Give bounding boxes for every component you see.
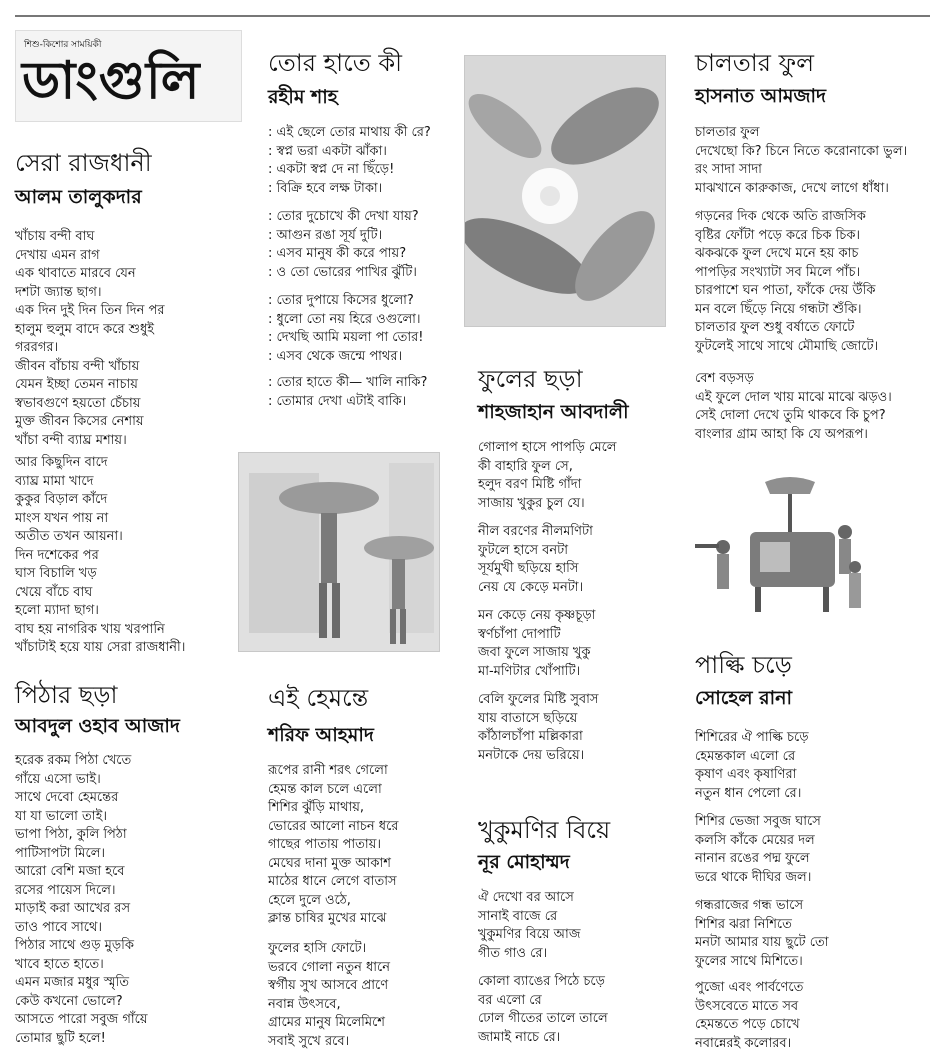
poem-line: মন বলে ছিঁড়ে নিয়ে গন্ধটা শুঁকি। — [695, 301, 862, 317]
poem-line: দশটা জ্যান্ত ছাগ। — [15, 284, 102, 300]
poem-stanza — [268, 292, 423, 366]
poem-line: ভরে থাকে দীঘির জল। — [695, 869, 812, 885]
poem-line: দেখেছো কি? চিনে নিতে করোনাকো ভুল। — [695, 143, 908, 159]
poem-line: মা-মণিটার খোঁপাটি। — [478, 663, 581, 679]
poem-line: কী বাহারি ফুল সে, — [478, 458, 573, 474]
poem-line: : ও তো ভোরের পাখির ঝুঁটি। — [268, 264, 417, 280]
masthead-tagline: শিশু-কিশোর সাময়িকী — [24, 40, 102, 50]
poem-line: মেঘের দানা মুক্ত আকাশ — [268, 855, 391, 871]
poem-line: জবা ফুলে সাজায় খুকু — [478, 645, 591, 660]
poem-line: ফুটলেই সাথে সাথে মৌমাছি জোটে। — [695, 338, 879, 354]
poem-line: হলো ম্যাদা ছাগ। — [15, 603, 99, 618]
poem-stanza — [478, 523, 593, 597]
poem-line: মাংস যখন পায় না — [15, 510, 109, 526]
poem-line: আর কিছুদিন বাদে — [15, 455, 108, 470]
poem-line: সূর্যমুখী ছড়িয়ে হাসি — [478, 561, 579, 576]
poem-title-tor: তোর হাতে কী — [268, 49, 403, 77]
poem-line: ঝকঝকে ফুল দেখে মনে হয় কাচ — [695, 246, 859, 261]
poem-line: মনটা আমার যায় ছুটে তো — [695, 935, 829, 950]
poem-line: মনটাকে দেয় ভরিয়ে। — [478, 747, 585, 763]
poem-line: বেলি ফুলের মিষ্টি সুবাস — [478, 692, 599, 707]
poem-line: যা যা ভালো তাই। — [15, 808, 107, 824]
poem-title-pitha: পিঠার ছড়া — [15, 681, 118, 709]
poem-line: কাঁঠালচাঁপা মল্লিকারা — [478, 729, 583, 744]
poem-stanza — [268, 762, 398, 929]
poem-line: কৃষাণ এবং কৃষাণিরা — [695, 767, 797, 782]
poem-line: খাবে হাতে হাতে। — [15, 956, 104, 972]
poem-line: সেই দোলা দেখে তুমি থাকবে কি চুপ? — [695, 408, 886, 423]
illustration-flower-photo — [464, 55, 666, 327]
poem-line: ব্যাঘ্র মামা খাদে — [15, 473, 94, 489]
poem-title-palki: পাল্কি চড়ে — [695, 651, 792, 679]
poem-line: নবান্নেরই কলোরব। — [695, 1035, 792, 1051]
poem-stanza — [695, 124, 907, 198]
poem-stanza — [695, 897, 829, 971]
poem-stanza — [15, 752, 148, 1048]
poem-line: নানান রঙের পদ্ম ফুলে — [695, 851, 810, 866]
masthead-title: ডাংগুলি — [22, 51, 201, 111]
poem-line: চালতার ফুল — [695, 125, 760, 140]
poem-line: পুজো এবং পার্বণেতে — [695, 980, 804, 995]
poem-line: ভাপা পিঠা, কুলি পিঠা — [15, 827, 127, 842]
poem-line: সবাই সুখে রবে। — [268, 1033, 350, 1049]
poem-line: শিশির ঝুঁড়ি মাথায়, — [268, 800, 365, 815]
poem-line: হেমন্ত কাল চলে এলো — [268, 781, 382, 797]
poem-line: স্বভাবগুণে হয়তো চেঁচায় — [15, 395, 141, 411]
poem-line: : একটা স্বপ্ন দে না ছিঁড়ে! — [268, 162, 395, 177]
poem-line: এক দিন দুই দিন তিন দিন পর — [15, 303, 165, 318]
poem-line: : দেখছি আমি ময়লা পা তোর! — [268, 330, 424, 345]
top-rule — [15, 15, 930, 17]
masthead — [15, 30, 242, 122]
poem-stanza — [268, 124, 431, 198]
poem-line: : স্বপ্ন ভরা একটা ঝাঁকা। — [268, 143, 387, 159]
poem-line: জীবন বাঁচায় বন্দী খাঁচায় — [15, 358, 140, 374]
poem-stanza — [478, 889, 580, 963]
poem-author-khuku: নূর মোহাম্মদ — [478, 851, 570, 873]
poem-line: গোলাপ হাসে পাপড়ি মেলে — [478, 440, 617, 455]
poem-line: বর এলো রে — [478, 992, 542, 1008]
poem-line: সানাই বাজে রে — [478, 908, 558, 924]
poem-line: অতীত তখন আয়না। — [15, 529, 123, 544]
poem-line: শিশির ঝরা নিশিতে — [695, 916, 792, 932]
poem-line: জামাই নাচে রে। — [478, 1029, 561, 1045]
poem-line: : বিক্রি হবে লক্ষ টাকা। — [268, 180, 383, 196]
poem-line: হেমন্ততে পড়ে চোখে — [695, 1017, 800, 1032]
illustration-farm-workers — [238, 452, 440, 652]
poem-line: যেমন ইচ্ছা তেমন নাচায় — [15, 377, 138, 392]
poem-stanza — [478, 607, 595, 681]
poem-author-chaltar: হাসনাত আমজাদ — [695, 85, 826, 107]
poem-line: নীল বরণের নীলমণিটা — [478, 524, 593, 539]
poem-line: গাছের পাতায় পাতায়। — [268, 837, 382, 852]
poem-line: : এই ছেলে তোর মাথায় কী রে? — [268, 125, 431, 140]
poem-stanza — [695, 979, 803, 1053]
poem-title-khuku: খুকুমণির বিয়ে — [478, 816, 611, 844]
poem-author-fuler: শাহজাহান আবদালী — [478, 401, 629, 423]
poem-stanza — [695, 813, 821, 887]
poem-title-sera: সেরা রাজধানী — [15, 149, 152, 177]
poem-line: সাজায় খুকুর চুল যে। — [478, 495, 585, 511]
poem-line: খাঁচাটাই হয়ে যায় সেরা রাজধানী। — [15, 640, 186, 655]
poem-stanza — [695, 370, 892, 444]
poem-line: মাঠের ধানে লেগে বাতাস — [268, 874, 397, 889]
poem-line: : তোর হাতে কী— খালি নাকি? — [268, 375, 428, 390]
poem-line: এক থাবাতে মারবে যেন — [15, 266, 136, 281]
poem-line: পাপড়ির সংখ্যাটা সব মিলে পাঁচ। — [695, 264, 861, 280]
poem-stanza — [695, 208, 878, 356]
poem-line: এই ফুলে দোল খায় মাঝে মাঝে ঝড়ও। — [695, 389, 892, 405]
poem-line: গীত গাও রে। — [478, 945, 548, 961]
poem-line: ঘাস বিচালি খড় — [15, 566, 97, 581]
poem-line: পাটিসাপটা মিলে। — [15, 845, 106, 861]
poem-line: খাঁচা বন্দী ব্যাঘ্র মশায়। — [15, 432, 127, 448]
poem-stanza — [15, 228, 165, 450]
poem-line: কুকুর বিড়াল কাঁদে — [15, 492, 108, 507]
poem-line: উৎসবেতে মাতে সব — [695, 998, 799, 1014]
poem-line: শিশিরের ঐ পাল্কি চড়ে — [695, 730, 809, 745]
poem-line: এমন মজার মধুর স্মৃতি — [15, 975, 129, 990]
poem-line: হেলে দুলে ওঠে, — [268, 892, 351, 908]
poem-line: দিন দশেকের পর — [15, 547, 99, 563]
poem-title-chaltar: চালতার ফুল — [695, 49, 815, 77]
poem-line: ঢোল গীতের তালে তালে — [478, 1011, 608, 1026]
poem-line: চালতার ফুল শুধু বর্ষাতে ফোটে — [695, 320, 855, 335]
poem-line: তোমার ছুটি হলে! — [15, 1030, 106, 1046]
poem-line: ভোরের আলো নাচন ধরে — [268, 818, 399, 834]
poem-line: হলুদ বরণ মিষ্টি গাঁদা — [478, 477, 582, 492]
poem-line: ঐ দেখো বর আসে — [478, 890, 574, 905]
poem-stanza — [268, 374, 427, 411]
poem-line: ক্লান্ত চাষির মুখের মাঝে — [268, 911, 387, 926]
poem-stanza — [478, 439, 616, 513]
poem-line: খাঁচায় বন্দী বাঘ — [15, 229, 95, 244]
poem-line: রূপের রানী শরৎ গেলো — [268, 763, 388, 778]
poem-line: ফুলের হাসি ফোটে। — [268, 941, 367, 956]
poem-stanza — [695, 729, 809, 803]
poem-author-sera: আলম তালুকদার — [15, 186, 142, 208]
poem-line: দেখায় এমন রাগ — [15, 247, 100, 263]
poem-line: ফুলের সাথে মিশিতে। — [695, 953, 803, 969]
poem-line: স্বর্ণচাঁপা দোপাটি — [478, 626, 561, 642]
poem-line: মুক্ত জীবন কিসের নেশায় — [15, 414, 144, 429]
poem-line: চারপাশে ঘন পাতা, ফাঁকে দেয় উঁকি — [695, 283, 876, 298]
poem-line: : আগুন রঙা সূর্য দুটি। — [268, 227, 383, 243]
poem-author-palki: সোহেল রানা — [695, 687, 792, 709]
poem-line: হেমন্তকাল এলো রে — [695, 748, 796, 764]
poem-stanza — [478, 973, 608, 1047]
poem-line: নেয় যে কেড়ে মনটা। — [478, 579, 584, 595]
poem-stanza — [15, 454, 185, 658]
poem-line: বেশ বড়সড় — [695, 371, 754, 386]
poem-line: বৃষ্টির ফোঁটা পড়ে করে চিক চিক। — [695, 227, 861, 243]
poem-line: : ধুলো তো নয় হিরে ওগুলো। — [268, 311, 421, 327]
poem-line: : তোর দুচোখে কী দেখা যায়? — [268, 209, 419, 224]
poem-line: শিশির ভেজা সবুজ ঘাসে — [695, 814, 821, 829]
poem-line: মাঝখানে কারুকাজ, দেখে লাগে ধাঁধা। — [695, 180, 889, 196]
poem-line: গ্রামের মানুষ মিলেমিশে — [268, 1015, 385, 1030]
poem-line: ভরবে গোলা নতুন ধানে — [268, 959, 391, 975]
poem-line: গররগর। — [15, 340, 59, 355]
poem-line: ফুটলে হাসে বনটা — [478, 542, 569, 558]
poem-title-fuler: ফুলের ছড়া — [478, 365, 583, 393]
poem-line: বাঘ হয় নাগরিক খায় খরপানি — [15, 621, 165, 637]
poem-line: বাংলার গ্রাম আহা কি যে অপরূপ। — [695, 426, 868, 442]
poem-stanza — [268, 208, 419, 282]
poem-line: হরেক রকম পিঠা খেতে — [15, 753, 132, 768]
poem-line: কলসি কাঁকে মেয়ের দল — [695, 832, 815, 848]
poem-stanza — [478, 691, 599, 765]
poem-line: পিঠার সাথে গুড় মুড়কি — [15, 938, 134, 953]
poem-line: স্বর্গীয় সুখ আসবে প্রাণে — [268, 978, 389, 993]
poem-line: : তোমার দেখা এটাই বাকি। — [268, 393, 407, 409]
poem-line: নবান্ন উৎসবে, — [268, 996, 341, 1012]
poem-line: মন কেড়ে নেয় কৃষ্ণচূড়া — [478, 608, 596, 623]
illustration-palanquin-procession — [695, 472, 875, 624]
poem-line: সাথে দেবো হেমন্তের — [15, 790, 119, 805]
poem-line: মাড়াই করা আখের রস — [15, 901, 131, 916]
poem-line: যায় বাতাসে ছড়িয়ে — [478, 710, 578, 726]
poem-line: নতুন ধান পেলো রে। — [695, 785, 802, 801]
poem-line: রসের পায়েস দিলে। — [15, 882, 116, 898]
poem-line: রং সাদা সাদা — [695, 162, 762, 177]
poem-author-pitha: আবদুল ওহাব আজাদ — [15, 715, 180, 737]
poem-line: : তোর দুপায়ে কিসের ধুলো? — [268, 293, 414, 308]
poem-title-hemonte: এই হেমন্তে — [268, 684, 369, 712]
poem-stanza — [268, 940, 390, 1051]
poem-line: গন্ধরাজের গন্ধ ভাসে — [695, 898, 804, 913]
poem-line: : এসব মানুষ কী করে পায়? — [268, 246, 407, 261]
poem-line: আসতে পারো সবুজ গাঁয়ে — [15, 1012, 148, 1027]
poem-author-tor: রহীম শাহ — [268, 86, 338, 108]
poem-line: খেয়ে বাঁচে বাঘ — [15, 584, 93, 600]
poem-line: : এসব থেকে জন্মে পাথর। — [268, 348, 403, 364]
poem-line: কেউ কখনো ভোলে? — [15, 993, 123, 1009]
poem-line: খুকুমণির বিয়ে আজ — [478, 927, 581, 942]
poem-line: কোলা ব্যাঙের পিঠে চড়ে — [478, 974, 605, 989]
poem-line: তাও পাবে সাথে। — [15, 919, 103, 935]
poem-line: হালুম হুলুম বাদে করে শুধুই — [15, 321, 155, 337]
poem-author-hemonte: শরিফ আহমাদ — [268, 724, 374, 746]
poem-line: আরো বেশি মজা হবে — [15, 864, 125, 879]
poem-line: গড়নের দিক থেকে অতি রাজসিক — [695, 209, 866, 224]
poem-line: গাঁয়ে এসো ভাই। — [15, 771, 101, 787]
